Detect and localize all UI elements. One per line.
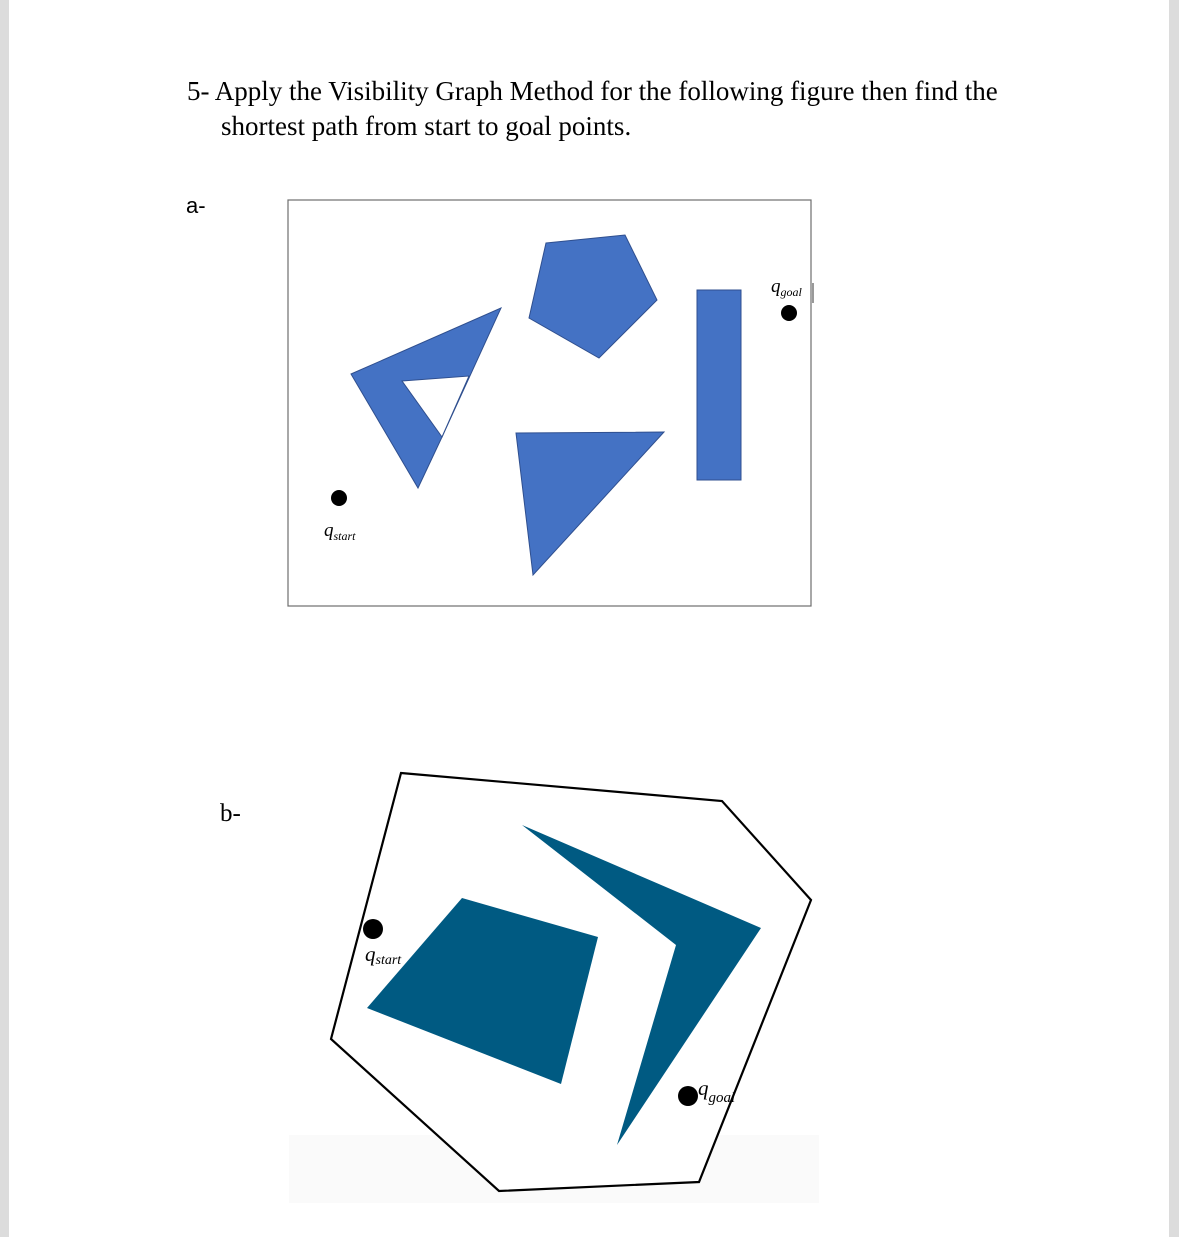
part-b-label: b-: [220, 800, 241, 827]
rectangle-obstacle: [697, 290, 741, 480]
start-label: $q_{start}$: [324, 520, 356, 543]
question-line-2: shortest path from start to goal points.: [221, 111, 632, 141]
figure-b: [289, 773, 819, 1203]
part-a-label: a-: [186, 193, 206, 218]
goal-label-b: $q_{goal}$: [698, 1076, 736, 1106]
question-line-1: 5- Apply the Visibility Graph Method for the following figure then find the: [187, 76, 998, 106]
figure-a: [288, 200, 813, 606]
start-point: [331, 490, 347, 506]
start-label-b: qstart: [365, 942, 402, 968]
goal-point-b: [678, 1086, 698, 1106]
goal-point: [781, 305, 797, 321]
goal-label: $q_{goal}$: [771, 276, 802, 299]
start-point-b: [363, 919, 383, 939]
